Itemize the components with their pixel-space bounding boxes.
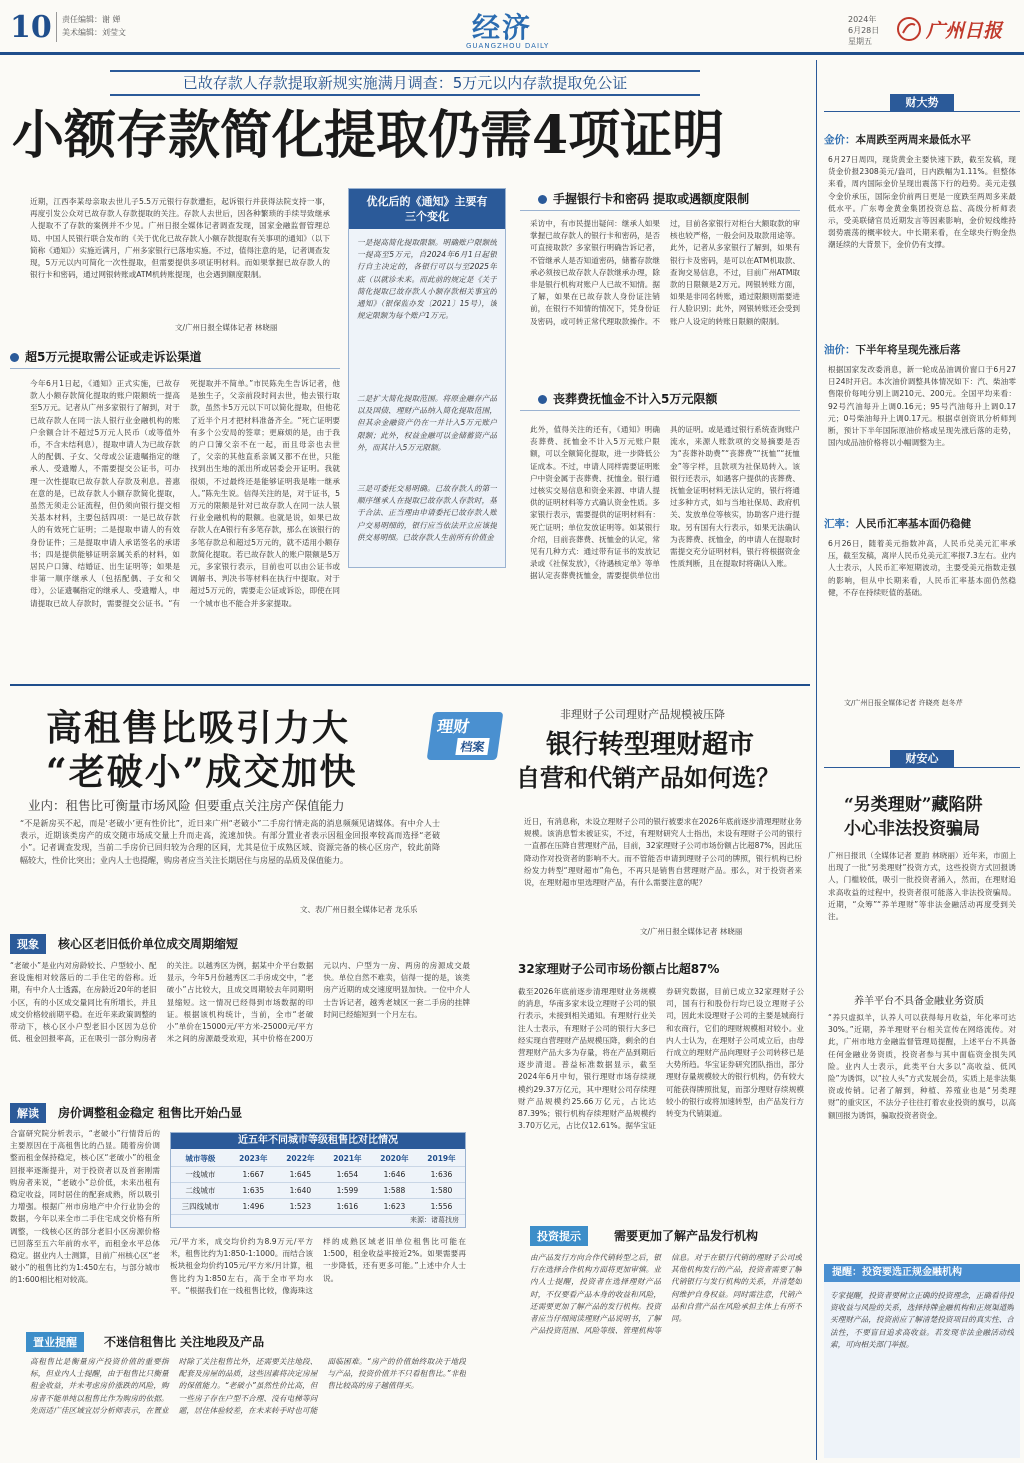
editor-line-2: 美术编辑：刘莹文 bbox=[62, 28, 126, 37]
table-row: 一线城市 1:667 1:645 1:654 1:646 1:636 bbox=[171, 1167, 465, 1183]
tag-investment-tip: 投资提示 bbox=[530, 1226, 588, 1246]
bullet-dot-icon bbox=[538, 195, 547, 204]
lead-body-1: 今年6月1日起，《通知》正式实施，已故存款人小额存款简化提取的账户限额统一提高至5万元。记者从广州多家银行了解到，对于已故存款人在同一法人银行业金融机构的账户余额合计不超过5万元人民币（或等值外币，不含未结利息），提取申请人为已故存款人的配偶、子女、父母或公证遗嘱指定的继承人、受遗赠人，不需要提交公证书，可办理一次性提取已故存款人存款及利息。普惠在意的是，已故存款人小额存款简化提取，虽然无须走公证流程，但仍须向银行提交相关基本材料，主要包括四项：一是已故存款人的有效死亡证明；二是提取申请人的有效身份证件；三是提取申请人承诺签名的承诺书；四是提供能够证明亲属关系的材料，如居民户口簿、结婚证、出生证明等；如果是非第一顺序继承人（包括配偶、子女和父母），公证遗嘱指定的继承人、受遗赠人，申请提取已故人存款时，需要提交公证书。“有死提取并不简单。”市民陈先生告诉记者，他是独生子，父亲前段时间去世，他去银行取款，虽然卡5万元以下可以简化提取，但他花了近半个月才把材料准备齐全。“死亡证明要有多个公安局的签章；更麻烦的是，由于我的户口簿父亲不在一起，而且母亲也去世了，父亲的其他直系亲属又都不在世，只能找到出生地的派出所或居委会开证明。我就很烦，不过最终还是能够证明我是唯一继承人。”陈先生说。信得关注的是，对于证书，5万元的限额是针对已故存款人在同一法人银行业金融机构的限额。也就是说，如果已故存款人在A银行有多笔存款，那么在该银行的多笔存款总和超过5万元的，就不适用小额存款简化提取。若已故存款人的账户限额是5万元，多家银行表示，目前也可以由公证书或调解书、判决书等材料在执行中提取。对于超过5万元的，需要走公证或诉讼，即使在同一个城市也不能合并多家提取。 bbox=[30, 379, 340, 608]
wealth-body-1: 截至2026年底前逐步清理理财业务规模的消息，华南多家未设立理财子公司的银行表示，未接到相关通知。有理财行业关注人士表示，有理财子公司的银行大多已经实现自营理财产品规模压降，剩余的自营理财产品大多为存量，将在产品到期后逐步清退。普益标准数据显示，截至2024年6月中旬，银行理财市场存续规模约29.37万亿元，其中理财公司存续理财产品规模约25.66万亿元，占比达87.39%；银行机构存续理财产品规模约3.70万亿元，占比仅12.61%。据华宝证券研究数据，目前已成立32家理财子公司，国有行和股份行均已设立理财子公司，因此未设理财子公司的主要是城商行和农商行，它们的理财规模相对较小。业内人士认为，在理财子公司成立后，由母行成立的理财产品向理财子公司转移已是大势所趋。华宝证券研究团队指出，部分理财存量规模较大的银行机构，仍有较大可能获得牌照批复，而部分理财存续规模较小的银行或将加速转型，由产品发行方转变为代销渠道。 bbox=[518, 987, 804, 1131]
property-subhead-3: 不迷信租售比 关注地段及产品 bbox=[104, 1335, 265, 1349]
sidebar bbox=[824, 60, 1020, 1460]
masthead bbox=[0, 0, 1024, 58]
lead-body-2: 采访中，有市民提出疑问：继承人如果掌握已故存款人的银行卡和密码，是否可直接取款？多家银行明确告诉记者，不管继承人是否知道密码，储蓄存款继承必须按已故存款人存款继承办理，除非是银行机构对账户人已故不知情。据了解，如果在已故存款人身份证注销前，在银行不知情的情况下，凭身份证及密码，或可转正常代理取款操作。不过，目前各家银行对柜台大额取款的审核也较严格，一般会问及取款用途等。此外，记者从多家银行了解到，如果有银行卡及密码，是可以在ATM机取款、查询交易信息，不过，目前广州ATM取款的日限额是2万元。网银转账方面，如果是非同名转账，通过限额则需要进行人脸识别；此外，网银转账还会受到账户人设定的转账日限额的限制。 bbox=[530, 219, 800, 326]
weekday: 星期五 bbox=[848, 37, 872, 46]
sidebar-section-2 bbox=[824, 750, 1020, 768]
sidebar-byline-1: 文/广州日报全媒体记者 许晓亮 赵冬芹 bbox=[844, 699, 963, 707]
lead-body-3: 此外，值得关注的还有，《通知》明确丧葬费、抚恤金不计入5万元账户限额，可以全额简化提取，进一步降低公证成本。不过，申请人同样需要证明账户中资金属于丧葬费、抚恤金。银行通过核实交易信息和资金来源、申请人提供的证明材料等方式确认资金性质。多家银行表示，需要提供的证明材料有：死亡证明；单位发放证明等。如某银行介绍，目前丧葬费、抚恤金的认定，常见有几种方式：通过带有证书的发放记录或《社保发放》，《待遇核定单》等单据认定丧葬费抚恤金，需要提供单位出具的证明。或是通过银行系统查询账户流水，来源人账款项的交易摘要是否为“丧葬补助费”“丧葬费”“抚恤”“抚恤金”等字样，且款项为社保局转入。该银行还表示，如遇客户提供的丧葬费、抚恤金证明材料无法认定的，银行将通过多种方式，如与当地社保局、政府机关、发放单位等核实，协助客户进行提取。另有国有大行表示，如果无法确认为丧葬费、抚恤金，的申请人在提取时需提交充分证明材料，银行将根据资金性质判断，且在提取时将确认入账。 bbox=[530, 425, 800, 581]
feature-body-1: 广州日报讯（全媒体记者 夏韵 林晓丽）近年来，市面上出现了一批“另类理财”投资方式，这些投资方式回报诱人，门槛较低，吸引一批投资者涌入，然而，在理财追求高收益的过程中，投资者很可能落入非法投资骗局。近期，“众筹”“养羊理财”等非法金融活动再度受到关注。 bbox=[828, 851, 1016, 922]
sidebar-section-1 bbox=[824, 94, 1020, 112]
changes-box bbox=[348, 188, 506, 568]
oil-body: 根据国家发改委消息，新一轮成品油调价窗口于6月27日24时开启。本次油价调整具体情况如下：汽、柴油零售限价每吨分别上调210元、200元。全国平均来看：92号汽油每升上调0.16元；95号汽油每升上调0.17元；0号柴油每升上调0.17元。根据卓创资讯分析师判断，预计下半年国际原油价格或呈现先涨后落的走势，国内成品油价格将以小幅调整为主。 bbox=[828, 365, 1016, 448]
wealth-subhead-1: 32家理财子公司市场份额占比超87% bbox=[518, 962, 720, 976]
feature-subhead: 养羊平台不具备金融业务资质 bbox=[854, 996, 984, 1007]
table-row: 二线城市 1:635 1:640 1:599 1:588 1:580 bbox=[171, 1183, 465, 1199]
section-subtitle: GUANGZHOU DAILY bbox=[466, 42, 550, 50]
table-source: 来源：诸葛找房 bbox=[410, 1216, 459, 1224]
table-header: 2020年 bbox=[371, 1151, 418, 1167]
table-header: 2021年 bbox=[324, 1151, 371, 1167]
property-subhead-1: 核心区老旧低价单位成交周期缩短 bbox=[58, 937, 239, 951]
wealth-subhead-2: 需要更加了解产品发行机构 bbox=[614, 1229, 759, 1243]
gold-body: 6月27日周四，现货黄金主要快速下跌，截至发稿，现货金价报2308美元/盎司，日内跌幅为1.11%。但整体来看，周内国际金价呈现出震荡下行的趋势。美元走强令金价承压，国际金价前两日更是一度跌至两周多来最低水平。广东粤金黄金集团投资总监、高级分析师表示，受美联储官员近期发言等因素影响，金价短线维持弱势震荡的概率较大。中长期来看，在全球央行购金热潮延续的大背景下，金价仍有支撑。 bbox=[828, 155, 1016, 250]
date-year: 2024年 bbox=[848, 15, 877, 24]
warning-box bbox=[824, 1264, 1020, 1458]
property-byline: 文、表/广州日报全媒体记者 龙乐乐 bbox=[300, 905, 418, 914]
property-headline-2: “老破小”成交加快 bbox=[46, 751, 358, 793]
change-point-2: 二是扩大简化提取范围。将原金融存产品以及国债、理财产品纳入简化提取范围，但其余金融资产仍在一并计入5万元账户限额；此外，权益金融可以金储蓄资产品外，而其计入5万元限额。 bbox=[357, 394, 497, 452]
date-day: 6月28日 bbox=[848, 26, 880, 35]
oil-heading: 油价：下半年将呈现先涨后落 bbox=[824, 344, 961, 356]
fx-heading: 汇率：人民币汇率基本面仍稳健 bbox=[824, 518, 971, 530]
lead-headline: 小额存款简化提取仍需4项证明 bbox=[12, 105, 725, 166]
wealth-kicker: 非理财子公司理财产品规模被压降 bbox=[560, 708, 725, 721]
wealth-body-2: 由产品发行方向合作代销转型之后，银行在选择合作机构方面将更加审慎。业内人士提醒，投资者在选择理财产品时，不仅要看产品本身的收益和风险，还需要更加了解产品的发行机构。投资者应当仔细阅读理财产品说明书，了解产品投资范围、风险等级、管理机构等信息。对于在银行代销的理财子公司或其他机构发行的产品，投资者需要了解代销银行与发行机构的关系，并清楚如何维护自身权益。同时需注意，代销产品和自营产品在风险承担主体上有所不同。 bbox=[530, 1253, 802, 1336]
lead-intro: 近期，江西李某母亲取去世儿子5.5万元银行存款遭拒，起诉银行并获得法院支持一事，再度引发公众对已故存款人存款提取的关注。存款人去世后，因各种繁琐的手续导致继承人提取不了存款的案例并不少见。广州日报全媒体记者调查发现，国家金融监督管理总局、中国人民银行联合发布的《关于优化已故存款人小额存款提取有关事项的通知》（以下简称《通知》）实施近满月，广州多家银行已落地实施。不过，值得注意的是，记者调查发现，5万元以内可简化一次性提取，但需要提供多项证明材料。而如果掌握已故存款人的银行卡和密码，通过网银转账或ATM机转账提现，也会遇到额度限制。 bbox=[30, 197, 330, 280]
paper-emblem-icon bbox=[896, 16, 922, 42]
logo-line-2: 档案 bbox=[455, 738, 489, 755]
property-body-4: 高租售比是衡量房产投资价值的重要指标，但业内人士提醒，由于租售比只衡量租金收益，并未考虑房价涨跌的风险，购房者不能单纯以租售比作为购房的依据。先而适广佳区域宜居分析师表示，在置业时除了关注租售比外，还需要关注地段、配套及房屋的品质，这些因素将决定房屋的保值能力。“老破小”虽然性价比高，但一些房子存在户型不合理、没有电梯等问题，居住体验较差，在未来转手时也可能面临困难。“房产的价值始终取决于地段与产品，投资价值并不只看租售比。”非租售比较高的房子越值得买。 bbox=[30, 1357, 466, 1415]
change-point-3: 三是可委托交易明确。已故存款人的第一顺序继承人在提取已故存款人存款时，基于合法、正当理由申请委托已故存款人账户交易明细的，银行应当依法开立应该提供交易明细。已故存款人生前所有价值金 bbox=[357, 484, 497, 542]
lead-kicker bbox=[110, 70, 700, 96]
property-subhead-2: 房价调整租金稳定 租售比开始凸显 bbox=[58, 1106, 243, 1120]
fx-body: 6月26日，随着美元指数冲高，人民币兑美元汇率承压，截至发稿，离岸人民币兑美元汇率报7.3左右。业内人士表示，人民币汇率短期波动，主要受美元指数走强的影响，但从中长期来看，人民币汇率基本面仍然稳健，不存在持续贬值的基础。 bbox=[828, 539, 1016, 597]
property-body-3: 元/平方米，成交均价约为8.9万元/平方米，租售比约为1:850-1:1000。而结合该板块租金均价约105元/平方米/月计算，租售比约为1:850左右，高于全市平均水平。“根据我们在一线租售比较，像海珠这样的成熟区域老旧单位租售比可能在1:500，租金收益率接近2%。如果需要再一步降低，还有更多可能。”上述中介人士说。 bbox=[170, 1237, 466, 1295]
changes-box-title: 优化后的《通知》主要有三个变化 bbox=[349, 189, 505, 229]
gold-heading: 金价：本周跌至两周来最低水平 bbox=[824, 134, 971, 146]
wealth-headline-1: 银行转型理财超市 bbox=[546, 730, 755, 760]
sidebar-section-2-label: 财安心 bbox=[890, 750, 954, 768]
property-body-1: “老破小”是业内对房龄较长、户型较小、配套设施相对较落后的二手住宅的俗称。近期，有中介人士透露，在房龄近20年的老旧小区，有的小区成交量同比有所增长，并且成交价格较前期平稳。在近年来政策调整的带动下，核心区小户型老旧小区因为总价低、租金回报率高，正在吸引一部分购房者的关注。以越秀区为例，据某中介平台数据显示，今年5月份越秀区二手房成交中，“老破小”占比较大，且成交周期较去年同期明显缩短。这一情况已经得到市场数据的印证。根据该机构统计，当前，全市“老破小”单价在15000元/平方米-25000元/平方米之间的房源最受欢迎，其中价格在200万元以内、户型为一房、两房的房源成交最快。单位自然不难卖，信得一提的是，该类房产近期的成交速度明显加快。一位中介人士告诉记者，越秀老城区一套二手房的挂牌时间已经缩短到一个月左右。 bbox=[10, 961, 470, 1044]
lead-subhead-2: 手握银行卡和密码 提取或遇额度限制 bbox=[538, 190, 749, 207]
sidebar-section-1-label: 财大势 bbox=[890, 94, 954, 112]
table-header: 2022年 bbox=[277, 1151, 324, 1167]
rent-ratio-table-box bbox=[170, 1132, 466, 1228]
tag-buying-tips: 置业提醒 bbox=[26, 1332, 84, 1352]
property-headline-1: 高租售比吸引力大 bbox=[46, 707, 351, 749]
lead-kicker-text: 已故存款人存款提取新规实施满月调查：5万元以内存款提取免公证 bbox=[182, 74, 628, 92]
feature-headline-1: “另类理财”藏陷阱 bbox=[844, 795, 983, 815]
bullet-dot-icon bbox=[10, 353, 19, 362]
lead-byline: 文/广州日报全媒体记者 林晓丽 bbox=[175, 323, 278, 332]
property-body-2: 合富研究院分析表示，“老破小”行情背后的主要原因在于高租售比的凸显。随着房价调整而租金保持稳定，核心区“老破小”的租金回报率逐渐提升，对于投资者以及首套刚需购房者来说，“老破小”总价低，未来出租有稳定收益，同时居住的配套成熟，所以吸引力增强。根据广州市房地产中介行业协会的数据，今年以来全市二手住宅成交价格有所调整，一线核心区的部分老旧小区房源价格已回落至五六年前的水平，而租金水平总体稳定。据业内人士测算，目前广州核心区“老破小”的租售比约为1:450左右，与部分城市的1:600相比相对较高。 bbox=[10, 1129, 160, 1285]
table-header: 2019年 bbox=[418, 1151, 465, 1167]
bullet-dot-icon bbox=[538, 395, 547, 404]
feature-body-2: “养只虚拟羊，认养人可以获得每月收益，年化率可达30%。”近期，养羊理财平台相关宣传在网络流传。对此，广州市地方金融监督管理局提醒，上述平台不具备任何金融业务资质，投资者参与其中面临资金损失风险。业内人士表示，此类平台大多以“高收益、低风险”为诱饵，以“拉人头”方式发展会员，实质上是非法集资或传销。记者了解到，种植、养殖业也是“另类理财”的重灾区，不法分子往往打着农业投资的旗号，以高额回报为诱饵，骗取投资者资金。 bbox=[828, 1013, 1016, 1120]
wealth-intro: 近日，有消息称，未设立理财子公司的银行被要求在2026年底前逐步清理理财业务规模。该消息暂未被证实，不过，有理财研究人士指出，未设有理财子公司的银行一直都在压降自营理财产品，目前，32家理财子公司市场份额占比超87%，因此压降动作对投资者的影响不大。而不管能否申请到理财子公司的牌照，银行机构已纷纷发力转型“理财超市”角色，不再只是销售自营理财产品。那么，对于投资者来说，在理财超市里选理财产品，有什么需要注意的呢？ bbox=[524, 817, 802, 888]
wealth-byline: 文/广州日报全媒体记者 林晓丽 bbox=[640, 927, 743, 936]
rent-ratio-table bbox=[171, 1151, 465, 1215]
property-subhead: 业内：租售比可衡量市场风险 但要重点关注房产保值能力 bbox=[28, 798, 345, 813]
feature-headline-2: 小心非法投资骗局 bbox=[844, 819, 980, 839]
warning-body: 专家提醒，投资者要树立正确的投资理念，正确看待投资收益与风险的关系，选择持牌金融机构和正规渠道购买理财产品，投资前应了解清楚投资项目的真实性、合法性，不要盲目追求高收益。若发现非法金融活动线索，可向相关部门举报。 bbox=[830, 1291, 1014, 1349]
property-intro: “不是新房买不起，而是‘老破小’更有性价比”，近日来广州“老破小”二手房行情走高的消息频频见诸媒体。有中介人士表示，近期该类房产的成交随市场成交量上升而走高，流速加快。有部分置业者表示因租金回报率较高而选择“老破小”。记者调查发现，当前二手房价已回归较为合理的区间，尤其是位于成熟区域、资源完备的核心区房产，较此前降幅较大，性价比突出；业内人士也提醒，购房者应当关注长期居住与房屋的品质及保值能力。 bbox=[20, 819, 440, 865]
tag-analysis: 解读 bbox=[10, 1103, 46, 1123]
tag-phenomenon: 现象 bbox=[10, 934, 46, 954]
warning-title: 提醒：投资要选正规金融机构 bbox=[824, 1264, 1020, 1282]
lead-subhead-1: 超5万元提取需公证或走诉讼渠道 bbox=[10, 348, 201, 365]
table-header: 城市等级 bbox=[171, 1151, 230, 1167]
wealth-headline-2: 自营和代销产品如何选？ bbox=[516, 763, 780, 792]
logo-line-1: 理财 bbox=[436, 717, 471, 736]
wealth-column-logo bbox=[427, 712, 504, 760]
section-title: 经济 bbox=[472, 11, 533, 44]
change-point-1: 一是提高简化提取限额。明确账户限额统一提高至5万元，自2024年6月1日起银行自主决定的，各银行可以与至2025年底（以就诊未来。而此前的规定是《关于简化提取已故存款人小额存款相关事宜的通知》（银保监办发〔2021〕15号），该规定限额为每个账户1万元。 bbox=[357, 238, 497, 321]
editor-line-1: 责任编辑：谢 婵 bbox=[62, 15, 121, 24]
lead-subhead-3: 丧葬费抚恤金不计入5万元限额 bbox=[538, 390, 717, 407]
page-number: 10 bbox=[10, 10, 52, 45]
paper-name: 广州日报 bbox=[926, 20, 1003, 42]
paper-logo bbox=[896, 14, 1014, 44]
table-header: 2023年 bbox=[230, 1151, 277, 1167]
table-row: 三四线城市 1:496 1:523 1:616 1:623 1:556 bbox=[171, 1199, 465, 1215]
table-title: 近五年不同城市等级租售比对比情况 bbox=[171, 1133, 465, 1149]
